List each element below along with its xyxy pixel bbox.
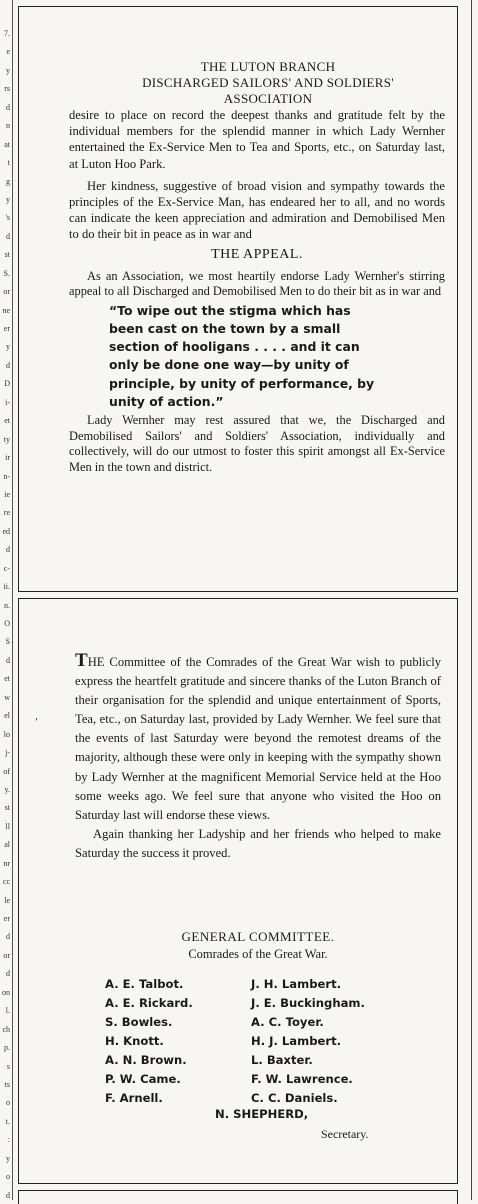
committee-subtitle: Comrades of the Great War. xyxy=(188,947,328,961)
column-rule xyxy=(471,0,472,1200)
fragment-text: at xyxy=(4,139,10,149)
fragment-text: e xyxy=(6,47,10,57)
fragment-text: re xyxy=(3,508,10,518)
notice-dssa-title xyxy=(97,59,439,107)
fragment-text: st xyxy=(4,803,10,813)
drop-cap: T xyxy=(75,650,88,671)
committee-member: H. Knott. xyxy=(105,1034,164,1048)
notice-comrades-body xyxy=(75,650,441,863)
fragment-text: 7. xyxy=(4,29,10,38)
fragment-text: y. xyxy=(4,784,10,794)
committee-names-left xyxy=(105,975,193,1108)
appeal-quote: “To wipe out the stigma which has been cast on the town by a small section of hooligans . . . . and it can only be done one way—by unity of principle, by unity of performance, by unity of action.” xyxy=(109,302,375,409)
secretary-role: Secretary. xyxy=(321,1127,369,1141)
committee-member: A. E. Talbot. xyxy=(105,977,184,991)
fragment-text: ie xyxy=(4,489,10,499)
committee-member: F. W. Lawrence. xyxy=(251,1072,353,1086)
dssa-paragraph-3: As an Association, we most heartily endorse Lady Wernher's stirring appeal to all Discharged and Demobilised Men to do their bit as in war and xyxy=(69,268,445,299)
committee-names-right xyxy=(251,975,365,1108)
fragment-text: w xyxy=(4,692,10,702)
fragment-text: ts xyxy=(4,1079,10,1089)
adjacent-column-fragments xyxy=(0,0,13,1200)
fragment-text: ii. xyxy=(3,582,10,592)
comrades-paragraph-1 xyxy=(75,650,441,825)
comrades-paragraph-1-text: HE Committee of the Comrades of the Great War wish to publicly express the heartfelt gratitude and sincere thanks of the Luton Branch of their organisation for the splendid and unique entertainment of Sports, Tea, etc., on Saturday last, provided by Lady Wernher. We feel sure that the events of last Saturday were beyond the remotest dreams of the majority, although these were only in keeping with the sympathy shown by Lady Wernher at the magnificent Memorial Service held at the Hoo some weeks ago. We feel sure that anyone who visited the Hoo on Saturday last will endorse these views. xyxy=(75,655,441,822)
fragment-text: ll xyxy=(5,821,10,831)
fragment-text: d xyxy=(6,102,10,112)
committee-member: P. W. Came. xyxy=(105,1072,181,1086)
committee-member: C. C. Daniels. xyxy=(251,1091,338,1105)
fragment-text: d xyxy=(6,655,10,665)
title-line-3: ASSOCIATION xyxy=(223,91,313,106)
fragment-text: S. xyxy=(3,268,10,278)
fragment-text: el xyxy=(4,711,10,721)
fragment-text: lo xyxy=(3,729,10,739)
fragment-text: y xyxy=(6,65,10,75)
dssa-paragraph-2: Her kindness, suggestive of broad vision and sympathy towards the principles of the Ex-Service Man, has endeared her to all, and no words can indicate the keen appreciation and admiration and Demobilised Men to do their bit in peace as in war and xyxy=(69,178,445,242)
fragment-text: d xyxy=(6,360,10,370)
fragment-text: p. xyxy=(4,1043,10,1053)
appeal-heading: THE APPEAL. xyxy=(211,246,303,262)
fragment-text: ed xyxy=(2,526,10,536)
committee-member: A. C. Toyer. xyxy=(251,1015,324,1029)
fragment-text: on xyxy=(2,987,10,997)
fragment-text: rs xyxy=(4,84,10,94)
fragment-text: d xyxy=(6,969,10,979)
fragment-text: er xyxy=(3,914,10,923)
fragment-text: n xyxy=(6,121,10,131)
fragment-text: S xyxy=(5,637,10,647)
comrades-paragraph-2: Again thanking her Ladyship and her friends who helped to make Saturday the success it proved. xyxy=(75,826,441,860)
committee-heading xyxy=(75,929,441,962)
fragment-text: st xyxy=(4,250,10,260)
fragment-text: er xyxy=(3,324,10,333)
committee-title: GENERAL COMMITTEE. xyxy=(181,929,335,944)
fragment-text: et xyxy=(4,416,10,426)
committee-member: A. N. Brown. xyxy=(105,1053,187,1067)
fragment-text: d xyxy=(6,545,10,555)
committee-member: H. J. Lambert. xyxy=(251,1034,342,1048)
fragment-text: 's xyxy=(5,213,10,223)
fragment-text: l. xyxy=(5,1006,10,1016)
fragment-text: c- xyxy=(3,563,10,573)
fragment-text: ir xyxy=(5,453,10,463)
next-notice-border xyxy=(18,1190,458,1204)
committee-member: A. E. Rickard. xyxy=(105,996,193,1010)
fragment-text: or xyxy=(3,287,10,297)
notice-dssa-body xyxy=(69,107,445,475)
committee-member: J. H. Lambert. xyxy=(251,977,342,991)
title-line-1: THE LUTON BRANCH xyxy=(200,59,336,74)
committee-member: S. Bowles. xyxy=(105,1015,173,1029)
fragment-text: t. xyxy=(5,1116,10,1126)
dssa-paragraph-4: Lady Wernher may rest assured that we, the Discharged and Demobilised Sailors' and Soldiers' Association, individually and collectively, will do our utmost to foster this spirit amongst all Ex-Service Men in the town and district. xyxy=(69,413,445,474)
fragment-text: y xyxy=(6,194,10,204)
fragment-text: s xyxy=(6,1061,10,1071)
fragment-text: ne xyxy=(2,305,10,315)
fragment-text: D xyxy=(4,379,10,389)
fragment-text: nr xyxy=(3,858,10,868)
fragment-text: : xyxy=(7,1135,10,1145)
fragment-text: et xyxy=(4,674,10,684)
fragment-text: d xyxy=(6,231,10,241)
fragment-text: g xyxy=(6,176,10,186)
fragment-text: o xyxy=(6,1172,10,1182)
fragment-text: t xyxy=(7,158,10,168)
committee-member: J. E. Buckingham. xyxy=(251,996,365,1010)
stray-mark: , xyxy=(35,711,39,722)
secretary-name: N. SHEPHERD, xyxy=(215,1107,309,1121)
fragment-text: y xyxy=(6,1153,10,1163)
notice-comrades-thanks xyxy=(18,598,458,1184)
fragment-text: al xyxy=(4,840,10,850)
fragment-text: o xyxy=(6,1098,10,1108)
notice-dssa-thanks xyxy=(18,6,458,592)
fragment-text: cc xyxy=(2,877,10,887)
committee-member: L. Baxter. xyxy=(251,1053,313,1067)
fragment-text: or xyxy=(3,950,10,960)
fragment-text: j- xyxy=(5,748,10,758)
fragment-text: ch xyxy=(2,1024,10,1034)
fragment-text: le xyxy=(4,895,10,905)
fragment-text: d xyxy=(6,1190,10,1200)
fragment-text: y xyxy=(6,342,10,352)
fragment-text: d xyxy=(6,932,10,942)
fragment-text: ty xyxy=(3,434,10,444)
committee-member: F. Arnell. xyxy=(105,1091,163,1105)
fragment-text: n- xyxy=(3,471,10,481)
dssa-paragraph-1: desire to place on record the deepest thanks and gratitude felt by the individual members for the splendid manner in which Lady Wernher entertained the Ex-Service Men to Tea and Sports, etc., on Saturday last, at Luton Hoo Park. xyxy=(69,108,445,171)
title-line-2: DISCHARGED SAILORS' AND SOLDIERS' xyxy=(142,75,394,90)
fragment-text: O xyxy=(4,619,10,628)
fragment-text: n. xyxy=(4,600,10,610)
fragment-text: of xyxy=(3,766,10,776)
fragment-text: i- xyxy=(5,397,10,407)
